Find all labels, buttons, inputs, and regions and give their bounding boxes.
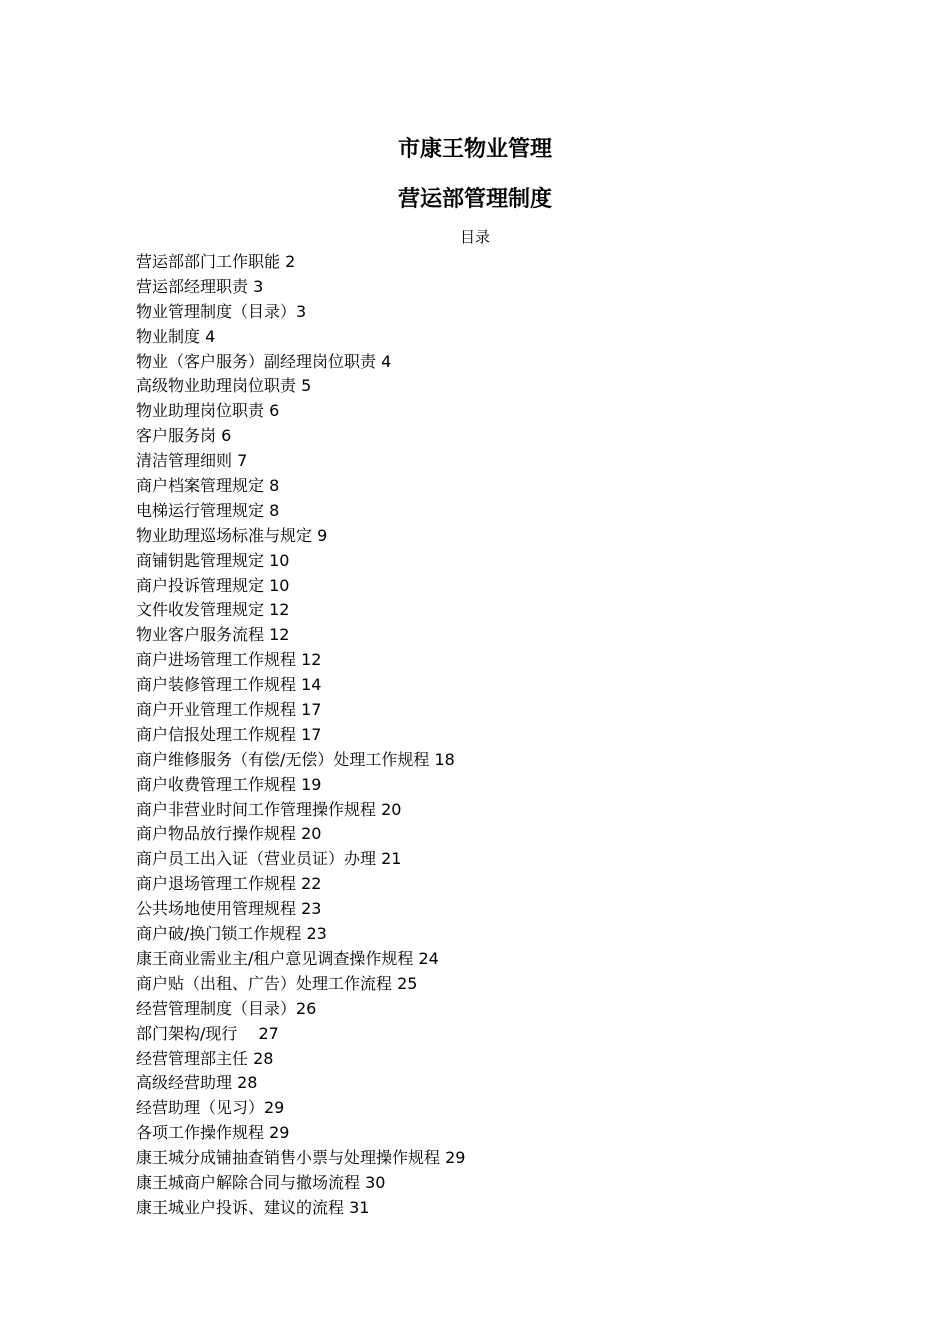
toc-entry[interactable]: 商户档案管理规定 8: [136, 476, 280, 496]
toc-entry[interactable]: 商户投诉管理规定 10: [136, 575, 290, 595]
toc-entry[interactable]: 高级物业助理岗位职责 5: [136, 376, 312, 396]
toc-entry[interactable]: 商户信报处理工作规程 17: [136, 724, 322, 744]
toc-entry[interactable]: 商户破/换门锁工作规程 23: [136, 924, 327, 944]
toc-entry[interactable]: 营运部部门工作职能 2: [136, 252, 296, 271]
toc-entry[interactable]: 商户退场管理工作规程 22: [136, 874, 322, 894]
toc-entry[interactable]: 文件收发管理规定 12: [136, 600, 290, 620]
toc-entry[interactable]: 康王城业户投诉、建议的流程 31: [136, 1197, 370, 1217]
toc-entry[interactable]: 公共场地使用管理规程 23: [136, 899, 322, 919]
toc-entry[interactable]: 物业客户服务流程 12: [136, 625, 290, 645]
toc-entry[interactable]: 商户员工出入证（营业员证）办理 21: [136, 849, 402, 869]
toc-entry[interactable]: 商户进场管理工作规程 12: [136, 650, 322, 670]
toc-entry[interactable]: 经营助理（见习）29: [136, 1098, 285, 1118]
toc-entry[interactable]: 康王城分成铺抽查销售小票与处理操作规程 29: [136, 1148, 466, 1168]
toc-entry[interactable]: 高级经营助理 28: [136, 1073, 258, 1093]
toc-entry[interactable]: 商户非营业时间工作管理操作规程 20: [136, 799, 402, 819]
toc-entry[interactable]: 康王商业需业主/租户意见调查操作规程 24: [136, 948, 439, 968]
toc-entry[interactable]: 商铺钥匙管理规定 10: [136, 550, 290, 570]
toc-entry[interactable]: 经营管理制度（目录）26: [136, 998, 317, 1018]
toc-heading: 目录: [459, 228, 490, 246]
toc-entry[interactable]: 商户维修服务（有偿/无偿）处理工作规程 18: [136, 749, 455, 769]
toc-entry[interactable]: 电梯运行管理规定 8: [136, 500, 280, 520]
toc-entry[interactable]: 商户贴（出租、广告）处理工作流程 25: [136, 973, 418, 993]
toc-entry[interactable]: 物业助理岗位职责 6: [136, 401, 280, 421]
toc-entry[interactable]: 营运部经理职责 3: [136, 276, 264, 296]
toc-entry[interactable]: 客户服务岗 6: [136, 426, 232, 446]
toc-entry[interactable]: 商户开业管理工作规程 17: [136, 700, 322, 720]
toc-entry[interactable]: 部门架构/现行 27: [136, 1023, 279, 1043]
toc-entry[interactable]: 各项工作操作规程 29: [136, 1123, 290, 1143]
toc-entry[interactable]: 经营管理部主任 28: [136, 1048, 274, 1068]
toc-entry[interactable]: 物业（客户服务）副经理岗位职责 4: [136, 351, 392, 371]
toc-entry[interactable]: 清洁管理细则 7: [136, 451, 248, 471]
toc-entry[interactable]: 商户装修管理工作规程 14: [136, 675, 322, 695]
document-title: 市康王物业管理: [397, 137, 552, 162]
toc-entry[interactable]: 物业管理制度（目录）3: [136, 301, 307, 321]
toc-entry[interactable]: 物业助理巡场标准与规定 9: [136, 525, 328, 545]
table-of-contents: [136, 250, 896, 1221]
document-subtitle: 营运部管理制度: [397, 187, 552, 212]
toc-entry[interactable]: 商户物品放行操作规程 20: [136, 824, 322, 844]
toc-entry[interactable]: 物业制度 4: [136, 326, 216, 346]
toc-entry[interactable]: 康王城商户解除合同与撤场流程 30: [136, 1172, 386, 1192]
toc-entry[interactable]: 商户收费管理工作规程 19: [136, 774, 322, 794]
